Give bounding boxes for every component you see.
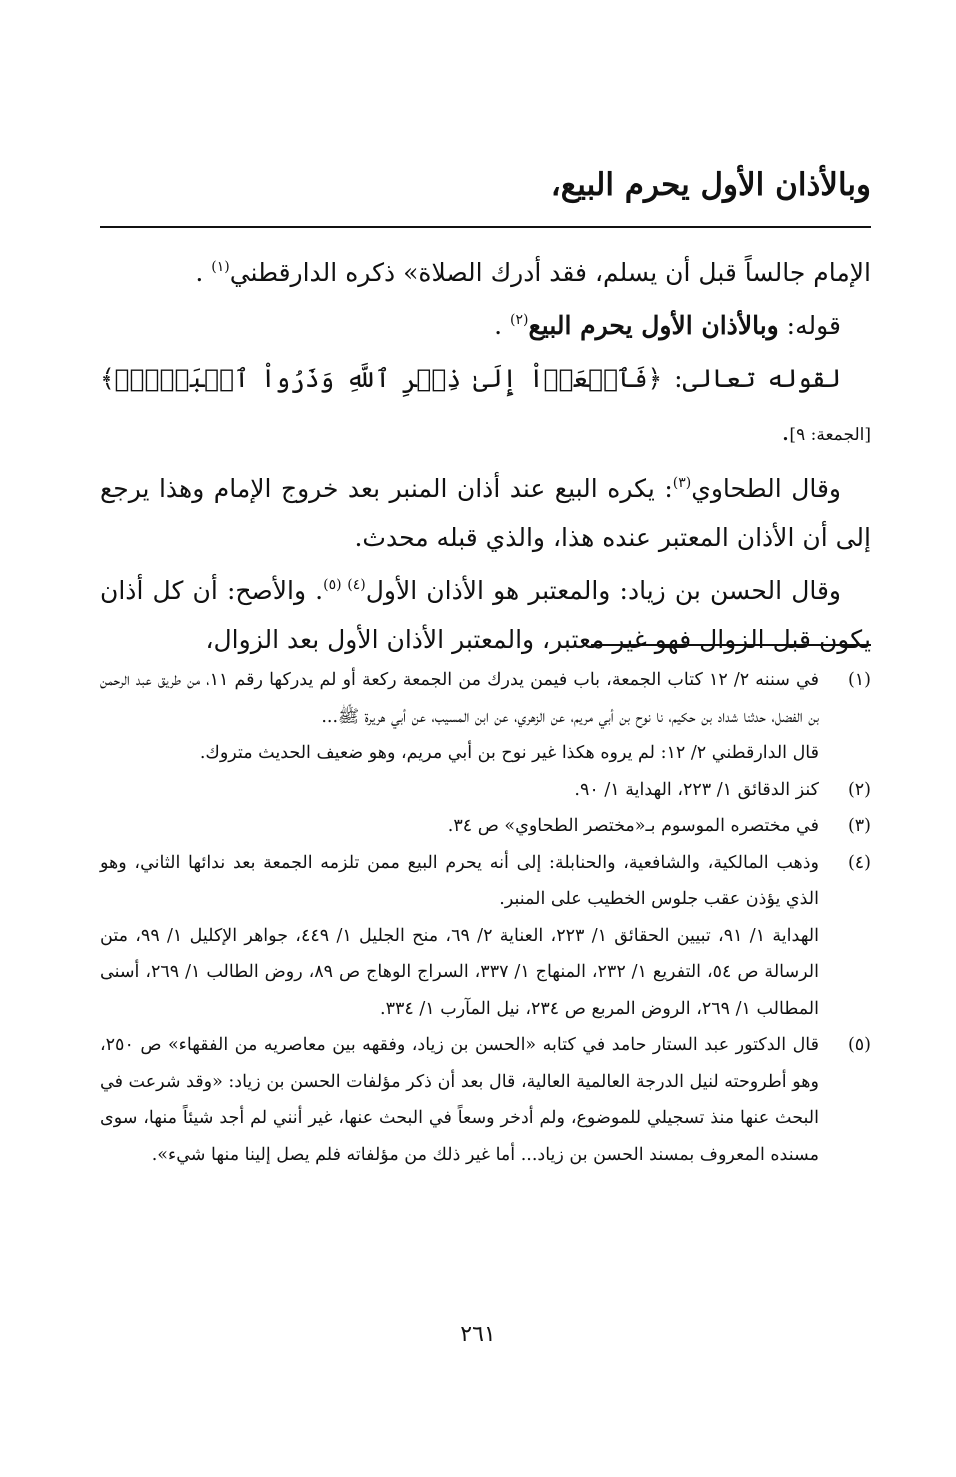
paragraph-4: وقال الطحاوي$^{(٣)}$: يكره البيع عند أذان المنبر بعد خروج الإمام وهذا يرجع إلى أن الأذان المعتبر عنده هذا، والذي قبله محدث.: [100, 474, 871, 552]
footnote-ref-3: (٣): [672, 475, 692, 491]
footnote-ref-4: (٤): [347, 577, 366, 593]
page-number: ٢٦١: [460, 1322, 496, 1347]
footnote-5: [100, 1027, 871, 1173]
footnote-2: [100, 772, 871, 809]
footnote-4: [100, 845, 871, 1028]
footnote-number: (٢): [847, 779, 871, 800]
footnotes: [100, 662, 871, 1173]
footnote-divider: [591, 644, 871, 646]
footnote-1: [100, 662, 871, 772]
paragraph-5: وقال الحسن بن زياد: والمعتبر هو الأذان الأول$^{(٤)}$ $^{(٥)}$. والأصح: أن كل أذان يكون قبل الزوال فهو غير معتبر، والمعتبر الأذان الأول بعد الزوال،: [100, 576, 871, 654]
footnote-text: في سننه ٢/ ١٢ كتاب الجمعة، باب فيمن يدرك من الجمعة ركعة أو لم يدركها رقم ١١، من طريق عبد الرحمن بن الفضل، حدثنا شداد بن حكيم، نا نوح بن أبي مريم، عن الزهري، عن ابن المسيب، عن أبي هريرة ﷺ...: [100, 670, 819, 727]
running-header-title: وبالأذان الأول يحرم البيع،: [550, 167, 871, 203]
footnote-number: (٤): [847, 852, 871, 873]
quran-verse: ﴿فَٱسۡعَوۡاْ إِلَىٰ ذِكۡرِ ٱللَّهِ وَذَرُواْ ٱلۡبَيۡعَۚ﴾: [100, 364, 663, 393]
footnote-number: (٥): [847, 1035, 871, 1055]
footnote-text: الهداية ١/ ٩١، تبيين الحقائق ١/ ٢٢٣، العناية ٢/ ٦٩، منح الجليل ١/ ٤٤٩، جواهر الإكليل ١/ ٩٩، متن الرسالة ص ٥٤، التفريع ١/ ٢٣٢، المنهاج ١/ ٣٣٧، السراج الوهاج ص ٨٩، روض الطالب ١/ ٢٦٩، أسنى المطالب ١/ ٢٦٩، الروض المربع ص ٢٣٤، نيل المآرب ١/ ٣٣٤.: [100, 925, 819, 1019]
paragraph-3: لقوله تعالى: ﴿فَٱسۡعَوۡاْ إِلَىٰ ذِكۡرِ ٱللَّهِ وَذَرُواْ ٱلۡبَيۡعَۚ﴾ [الجمعة: ٩].: [100, 364, 871, 446]
footnote-text: كنز الدقائق ١/ ٢٢٣، الهداية ١/ ٩٠.: [574, 779, 819, 800]
footnote-text: قال الدكتور عبد الستار حامد في كتابه «الحسن بن زياد، وفقهه بين معاصريه من الفقهاء» ص ٢٥٠، وهو أطروحته لنيل الدرجة العالمية العالية، قال بعد أن ذكر مؤلفات الحسن بن زياد: «وقد شرعت في البحث عنها منذ تسجيلي للموضوع، ولم أدخر وسعاً في البحث عنها، غير أنني لم أجد شيئاً منها، سوى مسنده المعروف بمسند الحسن بن زياد... أما غير ذلك من مؤلفاته فلم يصل إلينا منها شيء».: [100, 1035, 819, 1165]
footnote-ref-1: (١): [211, 259, 230, 275]
footnote-ref-2: (٢): [510, 312, 529, 328]
paragraph-1: الإمام جالساً قبل أن يسلم، فقد أدرك الصلاة» ذكره الدارقطني$^{(١)}$ .: [195, 258, 871, 287]
footnote-ref-5: (٥): [323, 577, 348, 593]
footnote-3: [100, 808, 871, 845]
footnote-text: وذهب المالكية، والشافعية، والحنابلة: إلى أنه يحرم البيع ممن تلزمه الجمعة بعد ندائها الثاني، وهو الذي يؤذن عقب جلوس الخطيب على المنبر.: [100, 852, 819, 909]
footnote-number: (٣): [847, 816, 871, 836]
paragraph-2: قوله: وبالأذان الأول يحرم البيع$^{(٢)}$ .: [494, 311, 841, 340]
header-divider: [100, 226, 871, 228]
quoted-matn: وبالأذان الأول يحرم البيع: [528, 311, 779, 340]
footnote-number: (١): [847, 670, 871, 690]
main-text: [100, 248, 871, 668]
footnote-text: قال الدارقطني ٢/ ١٢: لم يروه هكذا غير نوح بن أبي مريم، وهو ضعيف الحديث متروك.: [199, 743, 819, 763]
running-header: [100, 150, 871, 220]
footnote-text: في مختصره الموسوم بـ«مختصر الطحاوي» ص ٣٤.: [447, 816, 819, 836]
verse-reference: [الجمعة: ٩]: [789, 425, 871, 445]
